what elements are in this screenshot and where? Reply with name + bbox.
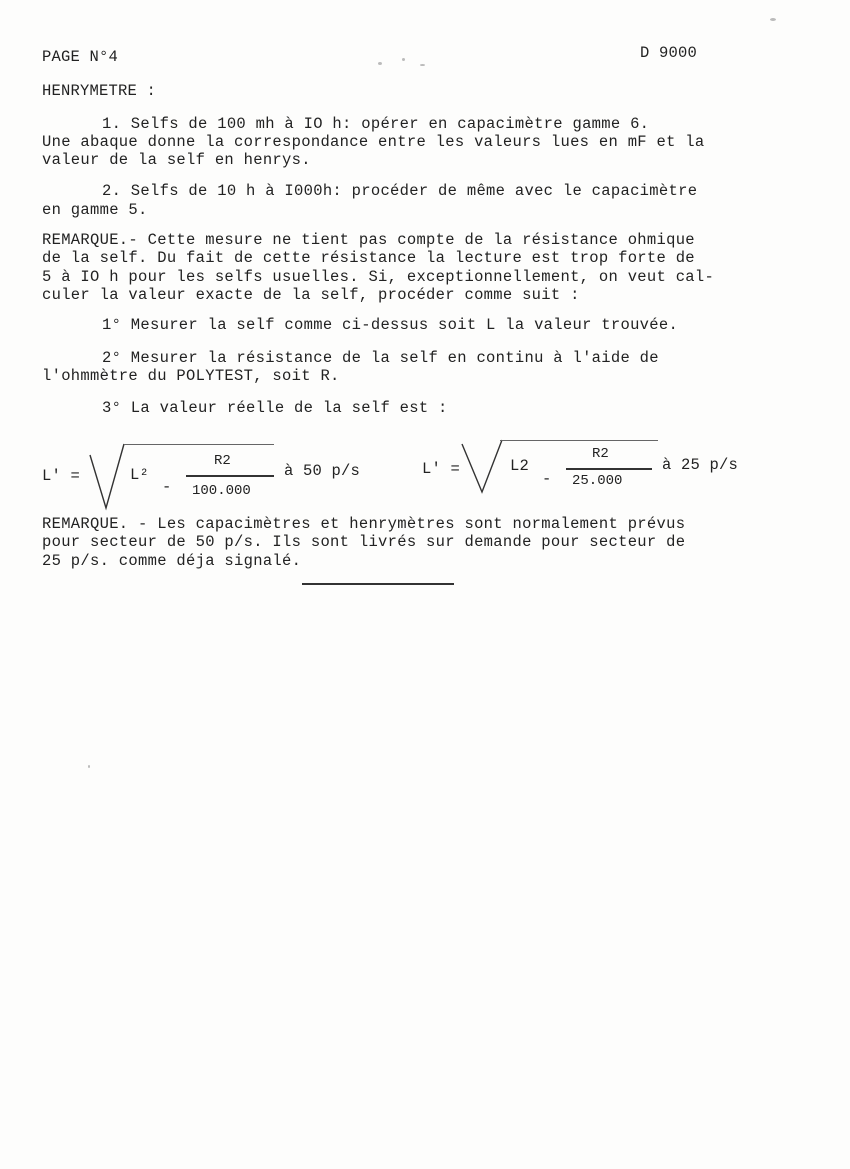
- fraction-denominator: 100.000: [192, 483, 251, 499]
- paragraph-line: 1. Selfs de 100 mh à IO h: opérer en capacimètre gamme 6.: [102, 115, 650, 133]
- formula-minus: -: [542, 470, 552, 488]
- closing-rule: [302, 583, 454, 585]
- scan-speck: [378, 62, 382, 65]
- paragraph-line: en gamme 5.: [42, 201, 148, 219]
- formula-minus: -: [162, 478, 172, 496]
- fraction-numerator: R2: [592, 446, 609, 462]
- formula-lhs: L' =: [42, 467, 81, 485]
- radical-sign-icon: [88, 440, 128, 512]
- step-line: 2° Mesurer la résistance de la self en continu à l'aide de: [102, 349, 659, 367]
- fraction-bar: [186, 475, 274, 477]
- formula-lhs: L' =: [422, 460, 461, 478]
- step-line: l'ohmmètre du POLYTEST, soit R.: [42, 367, 340, 385]
- fraction-denominator: 25.000: [572, 473, 623, 489]
- scan-speck: [420, 64, 425, 66]
- remark-line: culer la valeur exacte de la self, procéder comme suit :: [42, 286, 580, 304]
- scan-speck: [402, 58, 405, 61]
- remark-line: 25 p/s. comme déja signalé.: [42, 552, 302, 570]
- paragraph-line: valeur de la self en henrys.: [42, 151, 311, 169]
- remark-line: pour secteur de 50 p/s. Ils sont livrés sur demande pour secteur de: [42, 533, 686, 551]
- fraction-numerator: R2: [214, 453, 231, 469]
- step-line: 1° Mesurer la self comme ci-dessus soit L la valeur trouvée.: [102, 316, 679, 334]
- formula-suffix: à 50 p/s: [284, 462, 361, 480]
- remark-line: REMARQUE.- Cette mesure ne tient pas compte de la résistance ohmique: [42, 231, 695, 249]
- remark-line: de la self. Du fait de cette résistance la lecture est trop forte de: [42, 249, 695, 267]
- paragraph-line: Une abaque donne la correspondance entre les valeurs lues en mF et la: [42, 133, 705, 151]
- radical-overline: [124, 444, 274, 445]
- document-code: D 9000: [640, 44, 698, 62]
- radical-overline: [500, 440, 658, 441]
- formula-term: L²: [130, 466, 150, 484]
- remark-line: REMARQUE. - Les capacimètres et henrymètres sont normalement prévus: [42, 515, 686, 533]
- section-title: HENRYMETRE :: [42, 82, 157, 100]
- fraction-bar: [566, 468, 652, 470]
- scan-speck: [88, 765, 90, 768]
- formula-term: L2: [510, 457, 530, 475]
- paragraph-line: 2. Selfs de 10 h à I000h: procéder de même avec le capacimètre: [102, 182, 698, 200]
- remark-line: 5 à IO h pour les selfs usuelles. Si, exceptionnellement, on veut cal-: [42, 268, 715, 286]
- radical-sign-icon: [460, 436, 504, 496]
- step-line: 3° La valeur réelle de la self est :: [102, 399, 448, 417]
- formula-suffix: à 25 p/s: [662, 456, 739, 474]
- scan-speck: [770, 18, 776, 21]
- page-number: PAGE N°4: [42, 48, 119, 66]
